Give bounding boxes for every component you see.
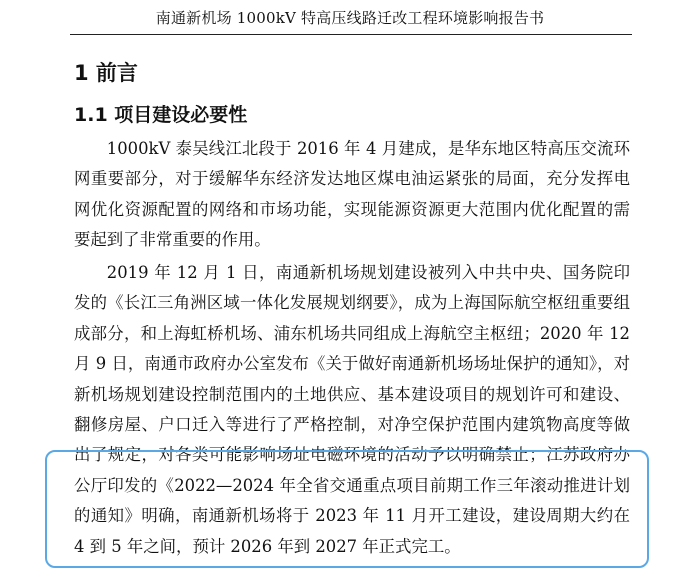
highlight-box	[45, 450, 649, 568]
paragraph-2: 2019 年 12 月 1 日，南通新机场规划建设被列入中共中央、国务院印发的《长江三角洲区域一体化发展规划纲要》，成为上海国际航空枢纽重要组成部分，和上海虹桥机场、浦东机场共同组成上海航空主枢纽；2020 年 12 月 9 日，南通市政府办公室发布《关于做好南通新机场场址保护的通知》，对新机场规划建设控制范围内的土地供应、基本建设项目的规划许可和建设、翻修房屋、户口迁入等进行了严格控制，对净空保护范围内建筑物高度等做出了规定，对各类可能影响场址电磁环境的活动予以明确禁止；江苏政府办公厅印发的《2022—2024 年全省交通重点项目前期工作三年滚动推进计划的通知》明确，南通新机场将于 2023 年 11 月开工建设，建设周期大约在 4 到 5 年之间，预计 2026 年到 2027 年正式完工。	[74, 263, 630, 556]
subsection-heading: 1.1 项目建设必要性	[74, 104, 248, 126]
running-header: 南通新机场 1000kV 特高压线路迁改工程环境影响报告书	[155, 9, 545, 27]
section-heading: 1 前言	[74, 61, 138, 85]
header-rule	[70, 34, 632, 35]
paragraph-1: 1000kV 泰吴线江北段于 2016 年 4 月建成，是华东地区特高压交流环网重要部分，对于缓解华东经济发达地区煤电油运紧张的局面，充分发挥电网优化资源配置的网络和市场功能，实现能源资源更大范围内优化配置的需要起到了非常重要的作用。	[74, 139, 630, 250]
